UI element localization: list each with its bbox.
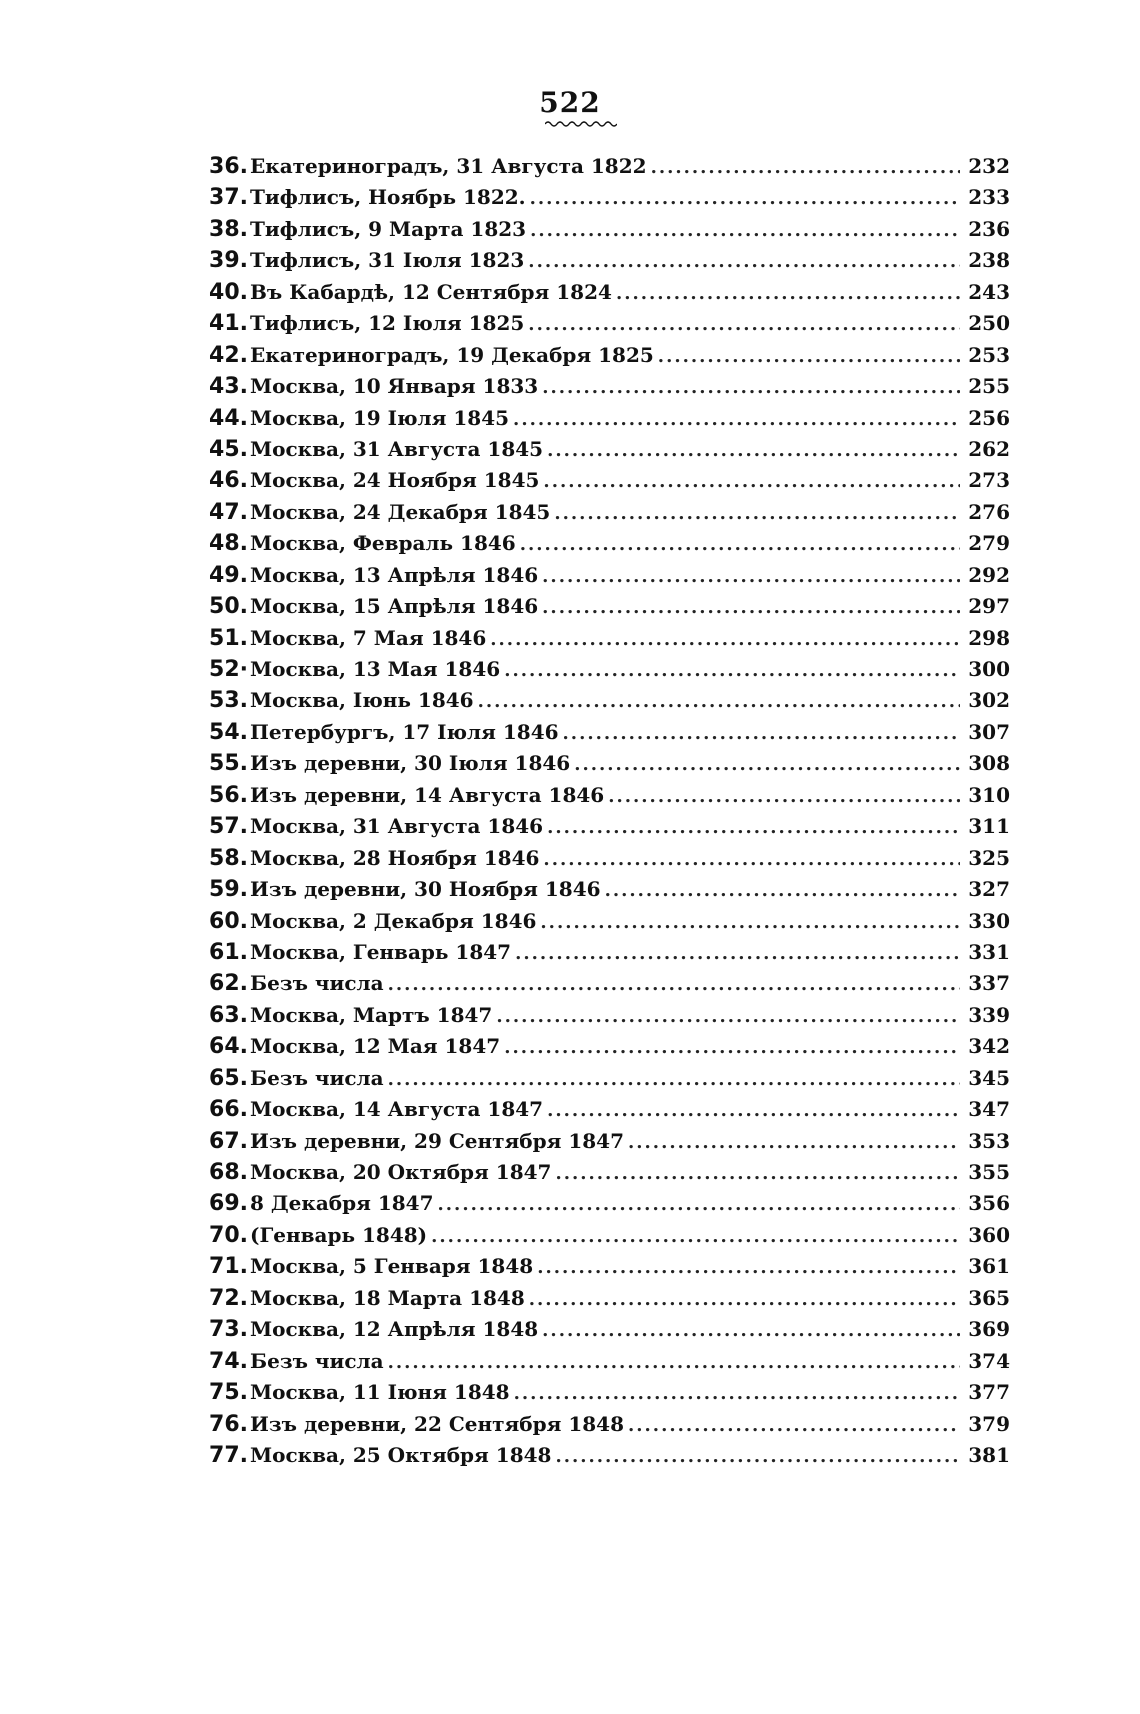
dot-leader [528,251,960,272]
dot-leader [616,283,960,304]
dot-leader [628,1415,960,1436]
entry-number: 55. [209,751,248,777]
dot-leader [605,880,960,901]
entry-number: 48. [209,531,248,557]
entry-title: Москва, 25 Октября 1848 [250,1442,552,1467]
entry-number: 61. [209,939,248,965]
entry-page-number: 353 [968,1128,1010,1153]
entry-page-number: 381 [968,1442,1010,1467]
entry-number: 58. [209,845,248,871]
dot-leader [547,1100,960,1121]
entry-page-number: 330 [968,908,1010,933]
entry-page-number: 273 [968,468,1010,493]
dot-leader [478,691,960,712]
entry-page-number: 292 [968,562,1010,587]
dot-leader [438,1194,960,1215]
toc-entry [198,468,1010,499]
toc-entry [198,343,1010,374]
entry-number: 53. [209,688,248,714]
dot-leader [504,660,960,681]
entry-number: 60. [209,908,248,934]
entry-number: 71. [209,1254,248,1280]
entry-title: Москва, 12 Апрѣля 1848 [250,1317,539,1342]
toc-entry [198,500,1010,531]
entry-page-number: 253 [968,342,1010,367]
entry-page-number: 279 [968,531,1010,556]
toc-entry [198,217,1010,248]
entry-title: Москва, 12 Мая 1847 [250,1034,501,1059]
toc-entry [198,248,1010,279]
dot-leader [496,1006,960,1027]
dot-leader [574,754,960,775]
entry-number: 70. [209,1222,248,1248]
entry-title: Москва, Мартъ 1847 [250,1002,493,1027]
toc-entry [198,657,1010,688]
entry-title: Екатериноградъ, 19 Декабря 1825 [250,342,654,367]
toc-entry [198,406,1010,437]
toc-entry [198,311,1010,342]
entry-title: Москва, 28 Ноября 1846 [250,845,540,870]
dot-leader [542,597,960,618]
entry-page-number: 310 [968,782,1010,807]
toc-entry [198,1443,1010,1474]
entry-number: 36. [209,154,248,179]
toc-entry [198,814,1010,845]
entry-title: Москва, 24 Ноября 1845 [250,468,540,493]
entry-number: 69. [209,1191,248,1217]
entry-number: 65. [209,1065,248,1091]
entry-number: 62. [209,971,248,997]
entry-page-number: 342 [968,1034,1010,1059]
dot-leader [554,503,960,524]
dot-leader [530,188,960,209]
dot-leader [555,1163,960,1184]
toc-entry [198,1160,1010,1191]
toc-entry [198,594,1010,625]
entry-title: Москва, 13 Апрѣля 1846 [250,562,539,587]
toc-entry [198,1066,1010,1097]
dot-leader [543,849,960,870]
entry-page-number: 337 [968,971,1010,996]
entry-number: 73. [209,1317,248,1343]
dot-leader [563,723,960,744]
entry-title: Москва, 11 Іюня 1848 [250,1380,510,1405]
entry-title: Москва, 24 Декабря 1845 [250,499,551,524]
entry-page-number: 302 [968,688,1010,713]
dot-leader [542,1320,960,1341]
entry-page-number: 232 [968,154,1010,178]
entry-page-number: 256 [968,405,1010,430]
entry-number: 66. [209,1097,248,1123]
entry-page-number: 374 [968,1348,1010,1373]
entry-page-number: 360 [968,1222,1010,1247]
entry-number: 44. [209,405,248,431]
toc-entry [198,1380,1010,1411]
entry-page-number: 369 [968,1317,1010,1342]
toc-entry [198,374,1010,405]
entry-title: Москва, Іюнь 1846 [250,688,474,713]
entry-title: 8 Декабря 1847 [250,1191,434,1216]
entry-number: 50. [209,594,248,620]
entry-number: 38. [209,216,248,242]
dot-leader [651,157,960,178]
entry-page-number: 327 [968,877,1010,902]
toc-entry [198,531,1010,562]
entry-number: 49. [209,562,248,588]
entry-title: Москва, 13 Мая 1846 [250,657,501,681]
toc-entry [198,971,1010,1002]
entry-number: 42. [209,342,248,368]
entry-title: Москва, Генварь 1847 [250,939,512,964]
entry-page-number: 243 [968,279,1010,304]
toc-entry [198,909,1010,940]
toc-entry [198,185,1010,216]
entry-page-number: 361 [968,1254,1010,1279]
entry-title: (Генварь 1848) [250,1222,428,1247]
entry-number: 75. [209,1380,248,1406]
entry-title: Тифлисъ, 12 Іюля 1825 [250,311,525,336]
entry-title: Въ Кабардѣ, 12 Сентября 1824 [250,279,612,304]
dot-leader [513,409,960,430]
toc-entry [198,1034,1010,1065]
dot-leader [547,440,960,461]
dot-leader [431,1226,960,1247]
entry-title: Москва, 20 Октября 1847 [250,1160,552,1184]
toc-entry [198,1254,1010,1285]
toc-entry [198,1349,1010,1380]
entry-number: 47. [209,499,248,525]
dot-leader [514,1383,960,1404]
entry-page-number: 255 [968,374,1010,399]
toc-entry [198,1412,1010,1443]
entry-title: Москва, 10 Января 1833 [250,374,539,399]
entry-page-number: 276 [968,499,1010,524]
entry-title: Москва, Февраль 1846 [250,531,516,556]
dot-leader [543,471,960,492]
toc-entry [198,688,1010,719]
entry-title: Изъ деревни, 22 Сентября 1848 [250,1411,624,1436]
toc-entry [198,751,1010,782]
entry-number: 46. [209,468,248,494]
entry-title: Изъ деревни, 30 Іюля 1846 [250,751,571,776]
entry-title: Тифлисъ, 31 Іюля 1823 [250,248,525,273]
entry-title: Москва, 5 Генваря 1848 [250,1254,534,1279]
dot-leader [528,314,960,335]
entry-title: Тифлисъ, Ноябрь 1822. [250,185,526,210]
entry-page-number: 325 [968,845,1010,870]
entry-page-number: 236 [968,216,1010,241]
entry-number: 43. [209,374,248,400]
entry-number: 68. [209,1160,248,1185]
entry-page-number: 356 [968,1191,1010,1216]
dot-leader [490,629,960,650]
entry-number: 37. [209,185,248,211]
dot-leader [504,1037,960,1058]
toc-entry [198,1097,1010,1128]
entry-number: 45. [209,436,248,462]
entry-page-number: 308 [968,751,1010,776]
entry-title: Петербургъ, 17 Іюля 1846 [250,719,559,744]
entry-title: Изъ деревни, 30 Ноября 1846 [250,877,601,902]
dot-leader [658,346,960,367]
dot-leader [388,974,960,995]
dot-leader [608,786,960,807]
toc-entry [198,563,1010,594]
toc-entry [198,877,1010,908]
entry-title: Екатериноградъ, 31 Августа 1822 [250,154,647,178]
dot-leader [520,534,960,555]
entry-page-number: 345 [968,1065,1010,1090]
entry-title: Изъ деревни, 14 Августа 1846 [250,782,605,807]
dot-leader [542,566,960,587]
entry-number: 63. [209,1002,248,1028]
entry-number: 54. [209,719,248,745]
entry-title: Москва, 19 Іюля 1845 [250,405,510,430]
entry-number: 72. [209,1285,248,1311]
toc-entry [198,1286,1010,1317]
entry-number: 57. [209,814,248,840]
dot-leader [547,817,960,838]
entry-title: Москва, 18 Марта 1848 [250,1285,525,1310]
toc-entry [198,154,1010,185]
entry-page-number: 233 [968,185,1010,210]
entry-title: Москва, 15 Апрѣля 1846 [250,594,539,619]
entry-number: 76. [209,1411,248,1437]
dot-leader [537,1257,960,1278]
wavy-underline-ornament [545,120,617,128]
entry-page-number: 379 [968,1411,1010,1436]
dot-leader [628,1132,960,1153]
toc-entry [198,1317,1010,1348]
entry-number: 52· [209,657,248,682]
dot-leader [388,1352,960,1373]
entry-title: Тифлисъ, 9 Марта 1823 [250,216,527,241]
entry-title: Безъ числа [250,971,384,996]
dot-leader [530,220,960,241]
entry-page-number: 300 [968,657,1010,681]
toc-entry [198,1191,1010,1222]
entry-page-number: 339 [968,1002,1010,1027]
entry-number: 59. [209,877,248,903]
dot-leader [540,912,960,933]
entry-title: Москва, 14 Августа 1847 [250,1097,544,1122]
entry-number: 67. [209,1128,248,1154]
dot-leader [388,1069,960,1090]
toc-entry [198,437,1010,468]
entry-number: 40. [209,279,248,305]
entry-page-number: 377 [968,1380,1010,1405]
entry-page-number: 307 [968,719,1010,744]
entry-page-number: 347 [968,1097,1010,1122]
toc-entry [198,626,1010,657]
toc-entry [198,940,1010,971]
entry-page-number: 365 [968,1285,1010,1310]
entry-number: 41. [209,311,248,337]
toc-entry [198,783,1010,814]
entry-page-number: 298 [968,625,1010,650]
dot-leader [542,377,960,398]
entry-page-number: 311 [968,814,1010,839]
entry-number: 74. [209,1348,248,1374]
toc-entry [198,846,1010,877]
entry-number: 64. [209,1034,248,1060]
entry-number: 56. [209,782,248,808]
toc-entry [198,280,1010,311]
entry-page-number: 262 [968,436,1010,461]
entry-page-number: 238 [968,248,1010,273]
entry-page-number: 250 [968,311,1010,336]
entry-title: Безъ числа [250,1348,384,1373]
dot-leader [529,1289,960,1310]
toc-entry [198,1003,1010,1034]
page-number: 522 [539,86,601,119]
dot-leader [515,943,960,964]
entry-title: Безъ числа [250,1065,384,1090]
dot-leader [555,1446,960,1467]
entry-title: Изъ деревни, 29 Сентября 1847 [250,1128,624,1153]
toc-entry [198,1223,1010,1254]
entry-number: 77. [209,1442,248,1468]
entry-page-number: 331 [968,939,1010,964]
entry-title: Москва, 2 Декабря 1846 [250,908,537,933]
table-of-contents [198,154,1010,1474]
entry-number: 51. [209,625,248,651]
entry-title: Москва, 7 Мая 1846 [250,625,487,650]
toc-entry [198,1129,1010,1160]
entry-page-number: 297 [968,594,1010,619]
entry-title: Москва, 31 Августа 1846 [250,814,544,839]
toc-entry [198,720,1010,751]
entry-title: Москва, 31 Августа 1845 [250,436,544,461]
entry-number: 39. [209,248,248,274]
entry-page-number: 355 [968,1160,1010,1184]
